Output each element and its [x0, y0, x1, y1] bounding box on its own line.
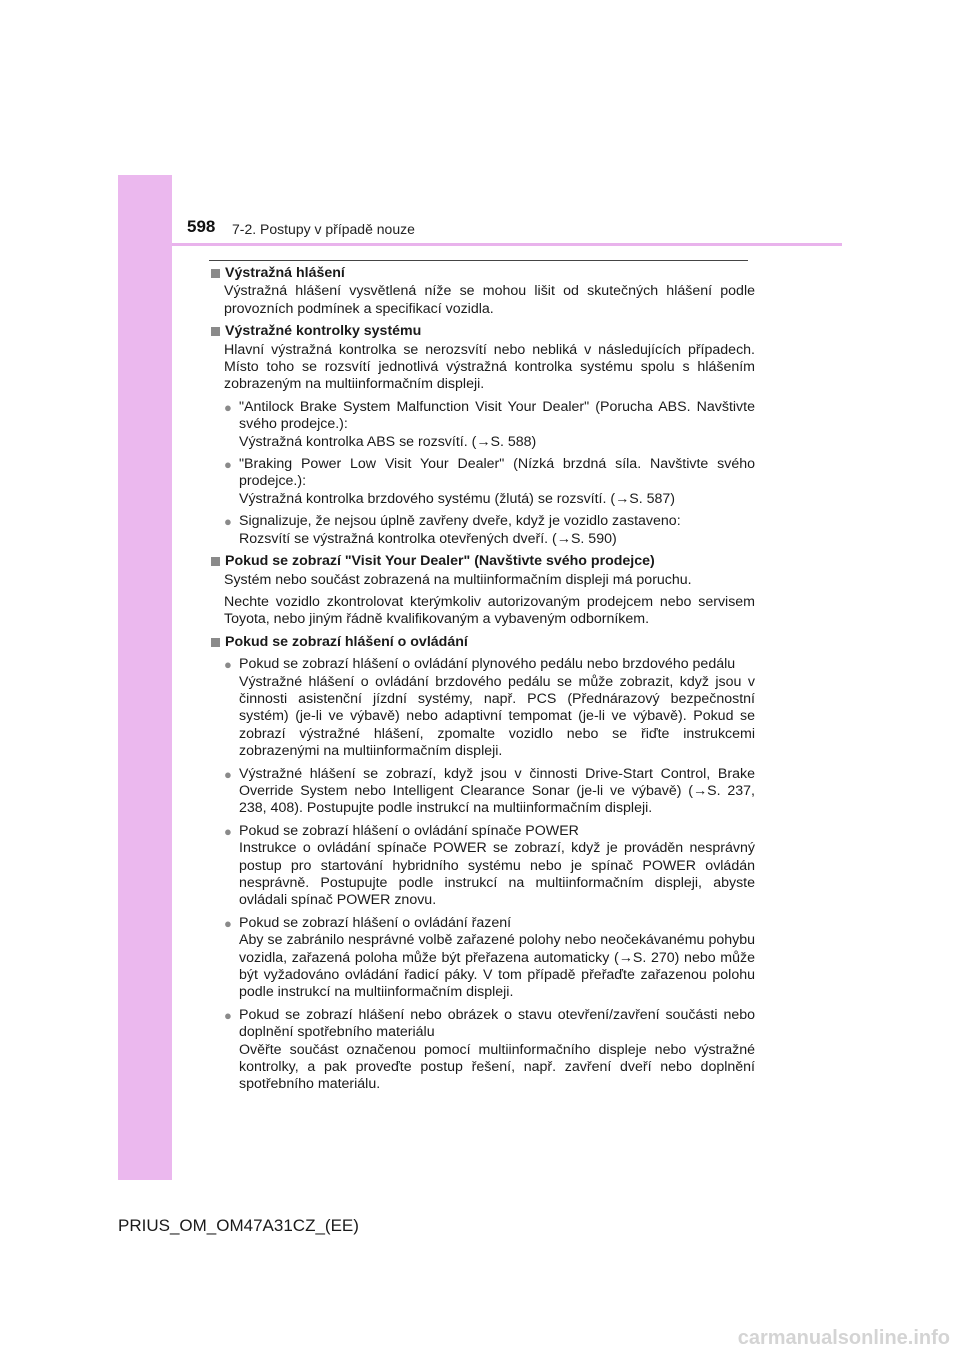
list-item [224, 915, 755, 1002]
section-heading-text: Výstražné kontrolky systému [225, 323, 422, 340]
section-heading [209, 323, 755, 340]
square-bullet-icon [211, 557, 220, 566]
list-item-text: Pokud se zobrazí hlášení o ovládání spínače POWER Instrukce o ovládání spínače POWER se zobrazí, když je prováděn nesprávný postup pro startování hybridního systému nebo je spínač POWER ovládán nesprávně. Postupujte podle instrukcí na multiinformačním displeji, abyste ovládali spínač POWER znovu. [239, 822, 755, 909]
list-item-text: Pokud se zobrazí hlášení nebo obrázek o stavu otevření/zavření součásti nebo doplnění spotřebního materiálu Ověřte součást označenou pomocí multiinformačního displeje nebo výstražné kontrolky, a pak proveďte postup řešení, např. zavření dveří nebo doplnění spotřebního materiálu. [239, 1006, 755, 1093]
document-code: PRIUS_OM_OM47A31CZ_(EE) [118, 1216, 359, 1235]
content-divider [209, 260, 748, 261]
circle-bullet-icon: ● [224, 457, 232, 473]
square-bullet-icon [211, 327, 220, 336]
circle-bullet-icon: ● [224, 399, 232, 415]
list-item [224, 1007, 755, 1094]
square-bullet-icon [211, 269, 220, 278]
list-item [224, 513, 755, 548]
circle-bullet-icon: ● [224, 766, 232, 782]
list-item-text: "Antilock Brake System Malfunction Visit Your Dealer" (Porucha ABS. Navštivte svého prodejce.): Výstražná kontrolka ABS se rozsvítí. (→S. 588) [239, 398, 755, 450]
circle-bullet-icon: ● [224, 823, 232, 839]
section-heading [209, 634, 755, 651]
list-item-text: "Braking Power Low Visit Your Dealer" (Nízká brzdná síla. Navštivte svého prodejce.): Výstražná kontrolka brzdového systému (žlutá) se rozsvítí. (→S. 587) [239, 456, 755, 507]
section-body [209, 342, 755, 548]
list-item [224, 823, 755, 910]
section-body [209, 283, 755, 318]
list-item-text: Pokud se zobrazí hlášení o ovládání řazení Aby se zabránilo nesprávné volbě zařazené polohy nebo neočekávanému pohybu vozidla, zařazená poloha může být přeřazena automaticky (→S. 270) nebo může být vyžadováno ovládání řadicí páky. V tom případě přeřaďte zařazenou polohu podle instrukcí na multiinformačním displeji. [239, 914, 755, 1001]
section-block [209, 323, 755, 548]
section-heading-text: Pokud se zobrazí hlášení o ovládání [225, 633, 468, 650]
list-item [224, 456, 755, 508]
paragraph: Nechte vozidlo zkontrolovat kterýmkoliv autorizovaným prodejcem nebo servisem Toyota, nebo jiným řádně kvalifikovaným a vybaveným odborníkem. [224, 593, 755, 628]
circle-bullet-icon: ● [224, 1007, 232, 1023]
section-heading-text: Pokud se zobrazí "Visit Your Dealer" (Navštivte svého prodejce) [225, 553, 655, 570]
section-block [209, 265, 755, 318]
square-bullet-icon [211, 638, 220, 647]
main-content [209, 265, 755, 1099]
paragraph: Systém nebo součást zobrazená na multiinformačním displeji má poruchu. [224, 571, 692, 588]
section-block [209, 634, 755, 1094]
header-rule [172, 243, 842, 246]
paragraph: Hlavní výstražná kontrolka se nerozsvítí nebo nebliká v následujících případech. Místo toho se rozsvítí jednotlivá výstražná kontrolka systému spolu s hlášením zobrazeným na multiinformačním displeji. [224, 341, 755, 393]
watermark: carmanualsonline.info [737, 1327, 950, 1349]
section-body [209, 572, 755, 629]
page-number: 598 [187, 217, 216, 236]
section-block [209, 553, 755, 629]
list-item [224, 399, 755, 451]
list-item [224, 766, 755, 818]
circle-bullet-icon: ● [224, 657, 232, 673]
circle-bullet-icon: ● [224, 514, 232, 530]
list-item-text: Výstražné hlášení se zobrazí, když jsou v činnosti Drive-Start Control, Brake Override System nebo Intelligent Clearance Sonar (je-li ve výbavě) (→S. 237, 238, 408). Postupujte podle instrukcí na multiinformačním displeji. [239, 765, 755, 817]
section-heading [209, 265, 755, 282]
section-body [209, 656, 755, 1094]
chapter-sidebar-tab [118, 175, 172, 1180]
list-item-text: Pokud se zobrazí hlášení o ovládání plynového pedálu nebo brzdového pedálu Výstražné hlášení o ovládání brzdového pedálu se může zobrazit, když jsou v činnosti asistenční jízdní systémy, např. PCS (Přednárazový bezpečnostní systém) (je-li ve výbavě) nebo adaptivní tempomat (je-li ve výbavě). Pokud se zobrazí výstražné hlášení, zpomalte vozidlo nebo se řiďte instrukcemi zobrazenými na multiinformačním displeji. [239, 656, 755, 760]
list-item [224, 656, 755, 760]
paragraph: Výstražná hlášení vysvětlená níže se mohou lišit od skutečných hlášení podle provozních podmínek a specifikací vozidla. [224, 283, 755, 317]
circle-bullet-icon: ● [224, 915, 232, 931]
section-heading-text: Výstražná hlášení [225, 265, 345, 281]
section-title: 7-2. Postupy v případě nouze [232, 221, 415, 237]
list-item-text: Signalizuje, že nejsou úplně zavřeny dveře, když je vozidlo zastaveno: Rozsvítí se výstražná kontrolka otevřených dveří. (→S. 590) [239, 513, 681, 547]
section-heading [209, 553, 755, 570]
